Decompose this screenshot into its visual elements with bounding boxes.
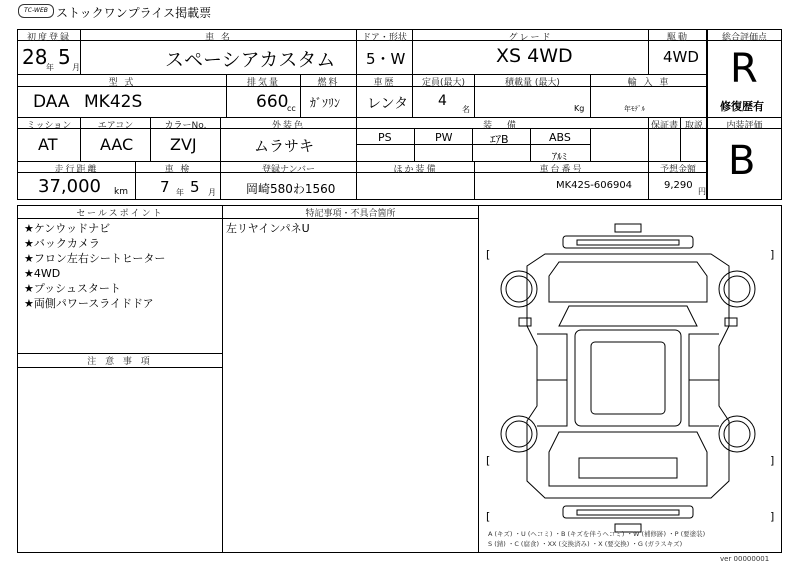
sales-points-label: セールスポイント: [76, 209, 164, 219]
capacity-label: 定員(最大): [421, 78, 466, 88]
chassis-value: MK42S-606904: [556, 180, 633, 191]
sales-point: ★フロン左右シートヒーター: [24, 252, 166, 265]
color-no-label: カラーNo.: [164, 121, 207, 131]
special-note: 左リヤインパネU: [226, 222, 310, 235]
drive-label: 駆動: [666, 33, 689, 43]
door-type: 5・W: [366, 50, 406, 68]
car-name: スペーシアカスタム: [165, 49, 336, 71]
km-unit: km: [114, 187, 128, 197]
bracket: ]: [770, 510, 775, 523]
price-value: 9,290: [664, 180, 693, 191]
model-prefix: DAA: [33, 92, 70, 112]
grade-value: XS 4WD: [496, 45, 573, 67]
mission-value: AT: [38, 135, 58, 154]
car-name-label: 車 名: [205, 33, 232, 43]
grade-label: グレード: [508, 33, 553, 43]
sales-point: ★4WD: [24, 267, 61, 280]
interior-grade: B: [728, 138, 756, 184]
equipment-label: 装 備: [483, 121, 522, 131]
special-notes-label: 特記事項・不具合箇所: [305, 209, 396, 219]
persons-unit: 名: [462, 105, 470, 114]
inspection-year-unit: 年: [176, 188, 184, 197]
cautions-label: 注 意 事 項: [87, 357, 153, 367]
damage-legend-line2: S (錆) ・C (腐食) ・XX (交換済み) ・X (要交換) ・G (ガラスキズ): [488, 540, 683, 548]
drive-value: 4WD: [663, 48, 699, 66]
equip-alloy: ｱﾙﾐ: [552, 152, 567, 163]
equip-ps: PS: [378, 131, 392, 144]
damage-legend-line1: A (キズ) ・U (ヘコミ) ・B (キズを伴うヘコミ) ・W (補修跡) ・P (要塗装): [488, 530, 706, 538]
model-type-label: 型 式: [108, 78, 136, 88]
first-reg-month: 5: [58, 45, 71, 69]
overall-grade: R: [730, 46, 758, 92]
equip-pw: PW: [435, 131, 453, 144]
reg-plate-label: 登録ナンバー: [262, 165, 315, 175]
kg-unit: Kg: [574, 104, 585, 113]
door-shape-label: ドア・形状: [362, 33, 407, 43]
sales-point: ★両側パワースライドドア: [24, 297, 154, 310]
equip-airbag: ｴｱB: [490, 133, 509, 146]
inspection-label: 車 検: [164, 165, 192, 175]
import-label: 輸 入 車: [627, 78, 671, 88]
displacement-value: 660: [256, 92, 289, 112]
bracket: ]: [770, 454, 775, 467]
fuel-label: 燃料: [317, 78, 340, 88]
capacity-value: 4: [438, 93, 447, 109]
bracket: [: [486, 454, 491, 467]
bracket: [: [486, 248, 491, 261]
plate-value: 岡崎580わ1560: [246, 182, 336, 196]
warranty-label: 保証書: [650, 121, 678, 131]
page-title: ストックワンプライス掲載票: [56, 6, 212, 20]
interior-eval-label: 内装評価: [726, 121, 763, 131]
inspection-month: 5: [190, 178, 200, 196]
car-damage-diagram: [479, 206, 781, 552]
load-label: 積載量 (最大): [505, 78, 560, 88]
inspection-month-unit: 月: [208, 188, 216, 197]
price-label: 予想金額: [659, 165, 696, 175]
fuel-value: ｶﾞｿﾘﾝ: [310, 96, 341, 110]
mission-label: ミッション: [26, 121, 72, 131]
overall-eval-label: 総合評価点: [721, 33, 767, 43]
manual-label: 取説: [684, 121, 703, 131]
cc-unit: cc: [287, 104, 296, 113]
year-model-unit: 年ﾓﾃﾞﾙ: [624, 105, 645, 113]
version-label: ver 00000001: [720, 555, 770, 563]
special-notes-list: [226, 221, 476, 236]
aircon-value: AAC: [100, 135, 134, 154]
sales-point: ★ケンウッドナビ: [24, 222, 111, 235]
sales-point: ★プッシュスタート: [24, 282, 121, 295]
equip-abs: ABS: [549, 131, 571, 144]
first-reg-label: 初度登録: [26, 33, 71, 43]
aircon-label: エアコン: [97, 121, 134, 131]
other-equip-label: ほか装備: [393, 165, 438, 175]
sales-point: ★バックカメラ: [24, 237, 100, 250]
repair-history: 修復歴有: [720, 100, 764, 113]
sales-points-list: [24, 221, 220, 311]
ext-color-value: ムラサキ: [254, 137, 315, 155]
model-code: MK42S: [84, 92, 143, 112]
first-reg-year: 28: [22, 45, 48, 69]
history-value: レンタ: [367, 96, 409, 112]
color-no-value: ZVJ: [170, 135, 197, 154]
chassis-label: 車台番号: [539, 165, 584, 175]
year-unit: 年: [46, 63, 54, 72]
ext-color-label: 外装色: [271, 121, 305, 131]
month-unit: 月: [72, 63, 80, 72]
mileage-label: 走行距離: [54, 165, 99, 175]
displacement-label: 排気量: [246, 78, 280, 88]
mileage-value: 37,000: [38, 176, 101, 197]
yen-unit: 円: [698, 187, 706, 196]
bracket: [: [486, 510, 491, 523]
bracket: ]: [770, 248, 775, 261]
inspection-year: 7: [160, 178, 170, 196]
logo: TC-WEB: [18, 4, 54, 18]
history-label: 車歴: [373, 78, 396, 88]
